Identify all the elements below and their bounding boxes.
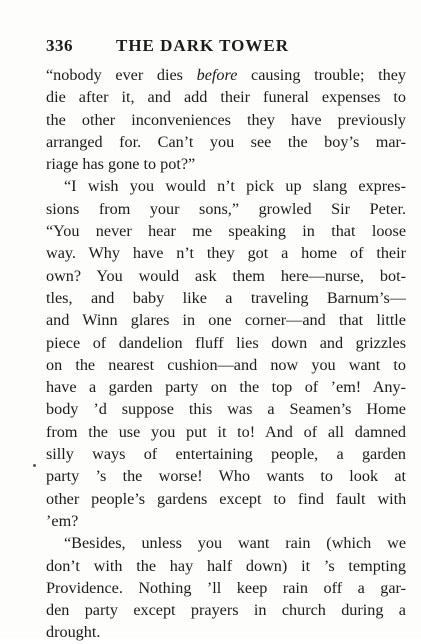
text-segment: den party except prayers in church during a [46,601,406,620]
text-line [46,577,406,599]
page-number: 336 [46,36,73,55]
text-line [46,398,406,420]
text-line [46,131,406,153]
text-line [46,354,406,376]
text-segment: “nobody ever dies [46,66,197,84]
text-segment: have a garden party on the top of ’em! Any- [46,378,406,397]
text-line [46,220,406,242]
text-segment: Providence. Nothing ’ll keep rain off a gar- [46,578,406,597]
text-line [46,64,406,86]
text-segment: on the nearest cushion—and now you want to [46,355,406,374]
text-line [46,309,406,331]
text-segment: “I wish you would n’t pick up slang expres- [64,177,406,196]
text-segment: arranged for. Can’t you see the boy’s mar- [46,132,406,151]
text-segment: “You never hear me speaking in that loose [46,222,406,241]
text-segment: drought. [46,623,101,642]
text-line [46,555,406,577]
running-title: THE DARK TOWER [116,36,290,55]
text-segment: other people’s gardens except to find fault with [46,489,407,508]
text-segment: riage has gone to pot?” [46,155,196,174]
text-line [46,465,406,487]
emphasized-word: before [196,66,238,84]
text-segment: die after it, and add their funeral expenses to [46,88,406,107]
text-segment: body ’d suppose this was a Seamen’s Home [46,400,406,419]
text-segment: and Winn glares in one corner—and that little [46,311,406,330]
text-segment: from the use you put it to! And of all damned [46,422,406,441]
text-segment: silly ways of entertaining people, a garden [46,445,406,464]
text-line [46,510,406,532]
text-segment: party ’s the worse! Who wants to look at [46,467,406,486]
text-line [46,86,406,108]
text-line [46,532,406,554]
text-line [46,109,406,131]
text-line [46,599,406,621]
text-line [46,153,406,175]
text-segment: own? You would ask them here—nurse, bot- [46,266,406,285]
text-segment: piece of dandelion fluff lies down and grizzles [46,333,406,352]
text-line [46,421,406,443]
margin-dot [33,464,36,467]
body-text [46,64,406,644]
text-line [46,198,406,220]
text-line [46,175,406,197]
text-line [46,265,406,287]
text-segment: don’t with the hay half down) it ’s tempting [46,556,406,575]
text-segment: the other inconveniences they have previously [46,110,406,129]
text-line [46,287,406,309]
text-segment: ’em? [46,511,79,530]
text-line [46,488,406,510]
text-segment: sions from your sons,” growled Sir Peter. [46,199,406,218]
text-segment: “Besides, unless you want rain (which we [64,534,406,553]
text-line [46,242,406,264]
page-header [46,36,397,56]
text-line [46,376,406,398]
text-segment: tles, and baby like a traveling Barnum’s— [46,288,406,307]
text-line [46,443,406,465]
text-line [46,332,406,354]
text-line [46,621,406,643]
text-segment: way. Why have n’t they got a home of their [46,244,406,263]
text-segment: causing trouble; they [237,66,406,84]
